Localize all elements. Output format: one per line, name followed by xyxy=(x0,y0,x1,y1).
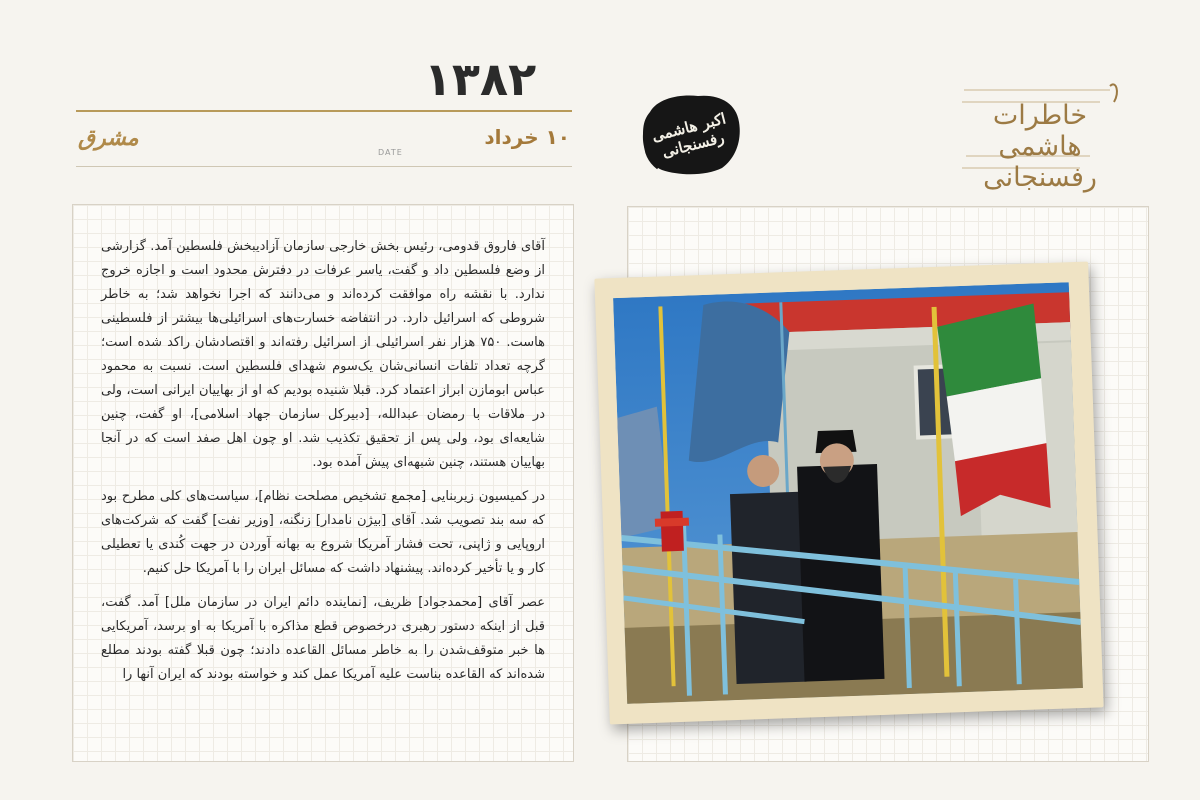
vintage-photo xyxy=(594,262,1103,725)
logo-text: خاطرات هاشمی رفسنجانی xyxy=(983,100,1097,193)
date-label: DATE xyxy=(378,148,403,157)
paragraph: در کمیسیون زیربنایی [مجمع تشخیص مصلحت نظام]، سیاست‌های کلی مطرح بود که سه بند تصویب شد. آقای [بیژن نامدار] زنگنه، [وزیر نفت] گفت که شرکت‌های اروپایی و ژاپنی، تحت فشار آمریکا شروع به بهانه آوردن در جهت کُندی یا تعطیلی کار و یا تأخیر کرده‌اند. پیشنهاد داشت که مسائل ایران را با آمریکا حل کنیم. xyxy=(101,489,545,576)
paragraph: آقای فاروق قدومی، رئیس بخش خارجی سازمان آزادیبخش فلسطین آمد. گزارشی از وضع فلسطین داد و گفت، یاسر عرفات در دفترش محدود است و اجازه خروج ندارد. با نقشه راه موافقت کرده‌اند و می‌دانند که اجرا نخواهد شد؛ به خاطر شروطی که اسرائیل دارد. در انتفاضه خسارت‌های اسرائیلی‌ها بیشتر از فلسطینی هاست. ۷۵۰ هزار نفر اسرائیلی از اسرائیل رفته‌اند و اقتصادشان راکد شده است؛ گرچه تعداد تلفات انسانی‌شان یک‌سوم شهدای فلسطین است. نسبت به محمود عباس ابومازن ابراز اعتماد کرد. قبلا شنیده بودیم که او از بهاییان ایرانی است، ولی در ملاقات با رمضان عبدالله، [دبیرکل سازمان جهاد اسلامی]، او گفت، چنین شایعه‌ای بود، ولی پس از تحقیق تکذیب شد. او چون اهل صفد است که در آنجا بهاییان هستند، چنین شبهه‌ای پیش آمده بود. xyxy=(101,239,545,470)
memoir-body xyxy=(101,235,545,697)
header-rule xyxy=(76,110,572,112)
paragraph: عصر آقای [محمدجواد] ظریف، [نماینده دائم ایران در سازمان ملل] آمد. گفت، قبل از اینکه دستور رهبری درخصوص قطع مذاکره با آمریکا به او برسد، آمریکایی ها خبر متوقف‌شدن را به خاطر مسائل القاعده دادند؛ چون قبلا گفته بودند مطلع شده‌اند که القاعده بناست علیه آمریکا عمل کند و خواسته بودند که ایران آنها را xyxy=(101,595,545,682)
brand-logo: مشرق xyxy=(78,125,139,151)
text-panel xyxy=(72,204,574,762)
year-heading: ۱۳۸۲ xyxy=(423,52,537,106)
photo-image xyxy=(613,282,1083,704)
date-text: ۱۰ خرداد xyxy=(484,125,570,149)
date-rule xyxy=(76,166,572,167)
seal-text: اکبر هاشمی رفسنجانی xyxy=(649,109,728,162)
